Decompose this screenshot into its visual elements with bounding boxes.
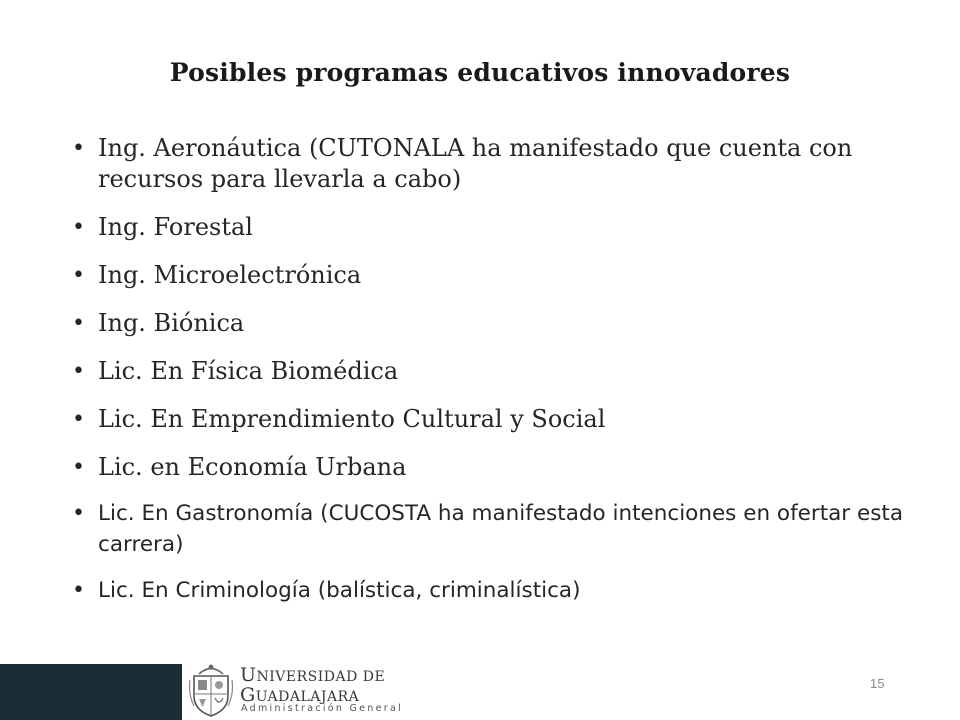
list-item	[70, 356, 910, 387]
bullet-icon: •	[72, 578, 85, 603]
university-seal-icon	[188, 662, 234, 718]
bullet-icon: •	[72, 136, 85, 161]
footer-bar	[0, 664, 182, 720]
list-item-text: Lic. en Economía Urbana	[98, 453, 407, 481]
list-item	[70, 212, 910, 243]
bullet-icon: •	[72, 407, 85, 432]
university-logo	[188, 662, 404, 720]
bullet-icon: •	[72, 455, 85, 480]
slide-title: Posibles programas educativos innovadores	[169, 58, 791, 87]
bullet-icon: •	[72, 263, 85, 288]
list-item-text: Lic. En Física Biomédica	[98, 357, 399, 385]
list-item	[70, 260, 910, 291]
university-line2-initial: G	[240, 684, 256, 706]
university-line1-rest: NIVERSIDAD DE	[256, 669, 386, 685]
university-line2-rest: UADALAJARA	[255, 689, 360, 705]
university-subtitle: Administración General	[241, 703, 404, 714]
university-line1-initial: U	[240, 664, 257, 686]
bullet-list	[70, 128, 910, 606]
bullet-icon: •	[72, 359, 85, 384]
page-number: 15	[870, 676, 885, 691]
bullet-icon: •	[72, 215, 85, 240]
bullet-icon: •	[72, 311, 85, 336]
university-name	[240, 666, 385, 706]
list-item-text: Ing. Microelectrónica	[98, 261, 362, 289]
list-item	[70, 404, 910, 435]
bullet-icon: •	[72, 501, 85, 526]
list-item-text: Ing. Aeronáutica (CUTONALA ha manifestado que cuenta con recursos para llevarla a cabo)	[98, 134, 853, 193]
list-item	[70, 498, 910, 560]
list-item	[70, 452, 910, 483]
list-item-text: Ing. Forestal	[98, 213, 253, 241]
list-item	[70, 575, 910, 606]
list-item	[70, 133, 910, 195]
list-item-text: Ing. Biónica	[98, 309, 245, 337]
list-item-text: Lic. En Gastronomía (CUCOSTA ha manifestado intenciones en ofertar esta carrera)	[98, 501, 904, 557]
list-item-text: Lic. En Criminología (balística, criminalística)	[98, 578, 581, 603]
list-item-text: Lic. En Emprendimiento Cultural y Social	[98, 405, 606, 433]
list-item	[70, 308, 910, 339]
